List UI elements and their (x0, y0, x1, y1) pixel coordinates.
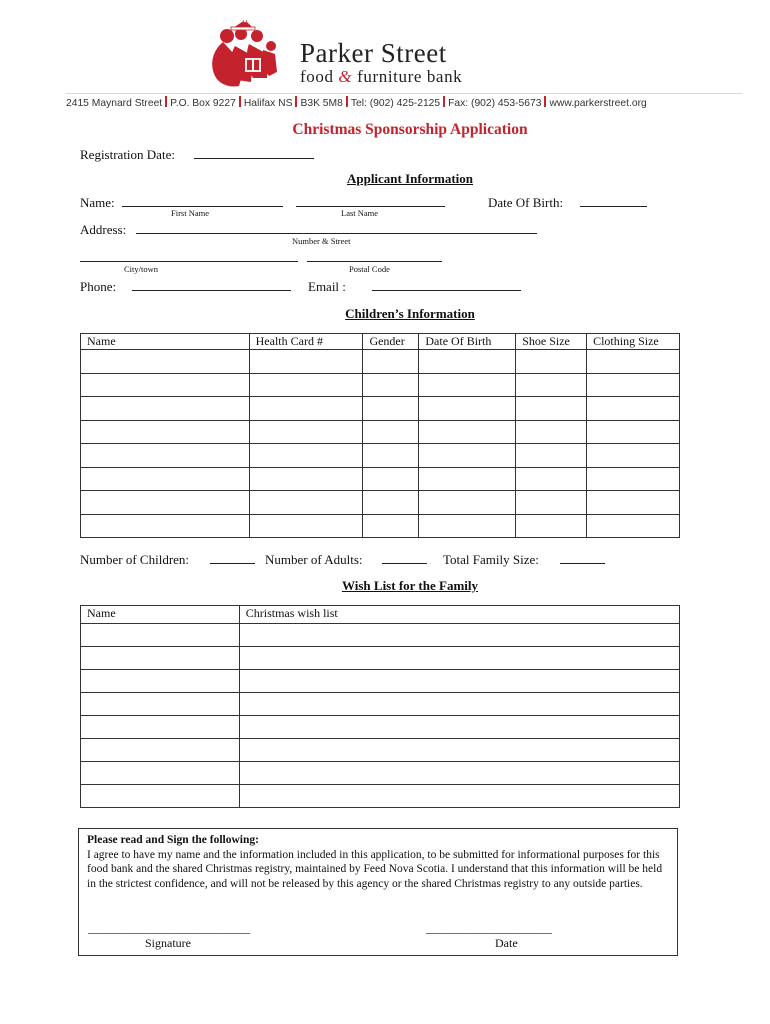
child-cell[interactable] (516, 444, 587, 468)
city-field[interactable] (80, 261, 298, 262)
wishlist-row (81, 739, 680, 762)
phone-field[interactable] (132, 290, 291, 291)
child-cell[interactable] (249, 420, 363, 444)
wishlist-row (81, 762, 680, 785)
last-name-caption: Last Name (341, 208, 379, 218)
child-cell[interactable] (363, 491, 419, 515)
child-cell[interactable] (587, 397, 680, 421)
child-row (81, 420, 680, 444)
wishlist-cell[interactable] (239, 647, 679, 670)
total-family-size-label: Total Family Size: (443, 552, 539, 567)
col-header-name: Name (81, 334, 250, 350)
registration-date-label: Registration Date: (80, 147, 175, 162)
wishlist-cell[interactable] (239, 670, 679, 693)
child-row (81, 373, 680, 397)
date-caption: Date (495, 936, 518, 950)
col-header-clothing-size: Clothing Size (587, 334, 680, 350)
child-cell[interactable] (419, 373, 516, 397)
child-cell[interactable] (249, 467, 363, 491)
child-cell[interactable] (81, 491, 250, 515)
email-field[interactable] (372, 290, 521, 291)
phone-label: Phone: (80, 279, 117, 294)
child-cell[interactable] (419, 514, 516, 538)
first-name-caption: First Name (171, 208, 210, 218)
child-cell[interactable] (249, 350, 363, 374)
org-subtitle: food & furniture bank (300, 67, 463, 86)
street-field[interactable] (136, 233, 537, 234)
child-cell[interactable] (516, 350, 587, 374)
wishlist-table (80, 605, 680, 808)
col-header-gender: Gender (363, 334, 419, 350)
child-cell[interactable] (249, 444, 363, 468)
child-cell[interactable] (363, 397, 419, 421)
street-caption: Number & Street (292, 236, 351, 246)
wishlist-cell[interactable] (81, 624, 240, 647)
child-cell[interactable] (587, 467, 680, 491)
wishlist-cell[interactable] (81, 647, 240, 670)
child-row (81, 350, 680, 374)
total-family-size-field[interactable] (560, 563, 605, 564)
wishlist-row (81, 670, 680, 693)
child-cell[interactable] (587, 491, 680, 515)
parker-street-logo-icon (205, 20, 297, 92)
child-cell[interactable] (419, 444, 516, 468)
child-row (81, 467, 680, 491)
child-cell[interactable] (587, 350, 680, 374)
child-cell[interactable] (516, 467, 587, 491)
child-cell[interactable] (516, 420, 587, 444)
wishlist-cell[interactable] (81, 716, 240, 739)
wishlist-section-heading: Wish List for the Family (341, 578, 479, 593)
child-cell[interactable] (249, 397, 363, 421)
page-title: Christmas Sponsorship Application (292, 121, 528, 138)
child-cell[interactable] (81, 373, 250, 397)
child-cell[interactable] (516, 373, 587, 397)
contact-line: 2415 Maynard Street P.O. Box 9227 Halifax NS B3K 5M8 Tel: (902) 425-2125 Fax: (902) 453-5673 www.parkerstreet.org (66, 98, 647, 109)
child-row (81, 444, 680, 468)
child-cell[interactable] (587, 514, 680, 538)
child-cell[interactable] (587, 373, 680, 397)
wish-col-header-name: Name (81, 606, 240, 624)
child-cell[interactable] (419, 350, 516, 374)
num-children-field[interactable] (210, 563, 255, 564)
child-cell[interactable] (587, 420, 680, 444)
first-name-field[interactable] (122, 206, 283, 207)
wishlist-cell[interactable] (81, 693, 240, 716)
header-divider (66, 93, 742, 94)
city-caption: City/town (124, 264, 159, 274)
col-header-dob: Date Of Birth (419, 334, 516, 350)
wishlist-cell[interactable] (239, 624, 679, 647)
child-cell[interactable] (249, 491, 363, 515)
col-header-shoe-size: Shoe Size (516, 334, 587, 350)
child-cell[interactable] (363, 350, 419, 374)
child-cell[interactable] (419, 491, 516, 515)
child-cell[interactable] (516, 514, 587, 538)
child-cell[interactable] (419, 467, 516, 491)
child-cell[interactable] (516, 491, 587, 515)
postal-code-field[interactable] (307, 261, 442, 262)
child-row (81, 397, 680, 421)
children-table (80, 333, 680, 538)
num-adults-field[interactable] (382, 563, 427, 564)
children-table-header (81, 334, 680, 350)
wishlist-cell[interactable] (81, 785, 240, 808)
applicant-section-heading: Applicant Information (346, 171, 474, 186)
child-cell[interactable] (363, 514, 419, 538)
wishlist-cell[interactable] (81, 762, 240, 785)
email-label: Email : (308, 279, 346, 294)
date-line[interactable]: _____________________ (426, 921, 552, 935)
child-cell[interactable] (81, 444, 250, 468)
org-name: Parker Street (300, 38, 447, 68)
wishlist-row (81, 624, 680, 647)
wishlist-cell[interactable] (239, 739, 679, 762)
child-cell[interactable] (81, 420, 250, 444)
dob-field[interactable] (580, 206, 647, 207)
postal-code-caption: Postal Code (349, 264, 390, 274)
child-cell[interactable] (363, 373, 419, 397)
child-cell[interactable] (419, 420, 516, 444)
signature-line[interactable]: ___________________________ (88, 921, 250, 935)
num-children-label: Number of Children: (80, 552, 190, 567)
name-label: Name: (80, 195, 115, 210)
wishlist-row (81, 693, 680, 716)
child-cell[interactable] (249, 514, 363, 538)
website-link[interactable]: www.parkerstreet.org (549, 98, 647, 109)
dob-label: Date Of Birth: (488, 195, 564, 210)
wishlist-cell[interactable] (239, 716, 679, 739)
children-section-heading: Children’s Information (345, 306, 475, 321)
registration-date-field[interactable] (194, 158, 314, 159)
address-label: Address: (80, 222, 127, 237)
child-cell[interactable] (363, 420, 419, 444)
child-cell[interactable] (516, 397, 587, 421)
last-name-field[interactable] (296, 206, 445, 207)
child-cell[interactable] (81, 397, 250, 421)
child-cell[interactable] (363, 467, 419, 491)
wishlist-cell[interactable] (239, 785, 679, 808)
signature-caption: Signature (145, 936, 191, 950)
wish-col-header-list: Christmas wish list (239, 606, 679, 624)
child-row (81, 491, 680, 515)
num-adults-label: Number of Adults: (265, 552, 363, 567)
child-row (81, 514, 680, 538)
child-cell[interactable] (81, 514, 250, 538)
wishlist-cell[interactable] (239, 693, 679, 716)
consent-text: I agree to have my name and the information included in this application, to be submitted for informational purposes for this food bank and the shared Christmas registry, maintained by Feed Nova Scotia. I understand that this information will be held in the strictest confidence, and will not be released by this agency or the shared Christmas registry to any outside parties. (87, 848, 663, 890)
wishlist-cell[interactable] (239, 762, 679, 785)
child-cell[interactable] (587, 444, 680, 468)
wishlist-row (81, 785, 680, 808)
wishlist-table-header (81, 606, 680, 624)
wishlist-cell[interactable] (81, 739, 240, 762)
wishlist-cell[interactable] (81, 670, 240, 693)
child-cell[interactable] (419, 397, 516, 421)
child-cell[interactable] (81, 467, 250, 491)
col-header-health-card: Health Card # (249, 334, 363, 350)
wishlist-row (81, 647, 680, 670)
consent-heading: Please read and Sign the following: (87, 834, 259, 846)
child-cell[interactable] (81, 350, 250, 374)
child-cell[interactable] (363, 444, 419, 468)
wishlist-row (81, 716, 680, 739)
child-cell[interactable] (249, 373, 363, 397)
